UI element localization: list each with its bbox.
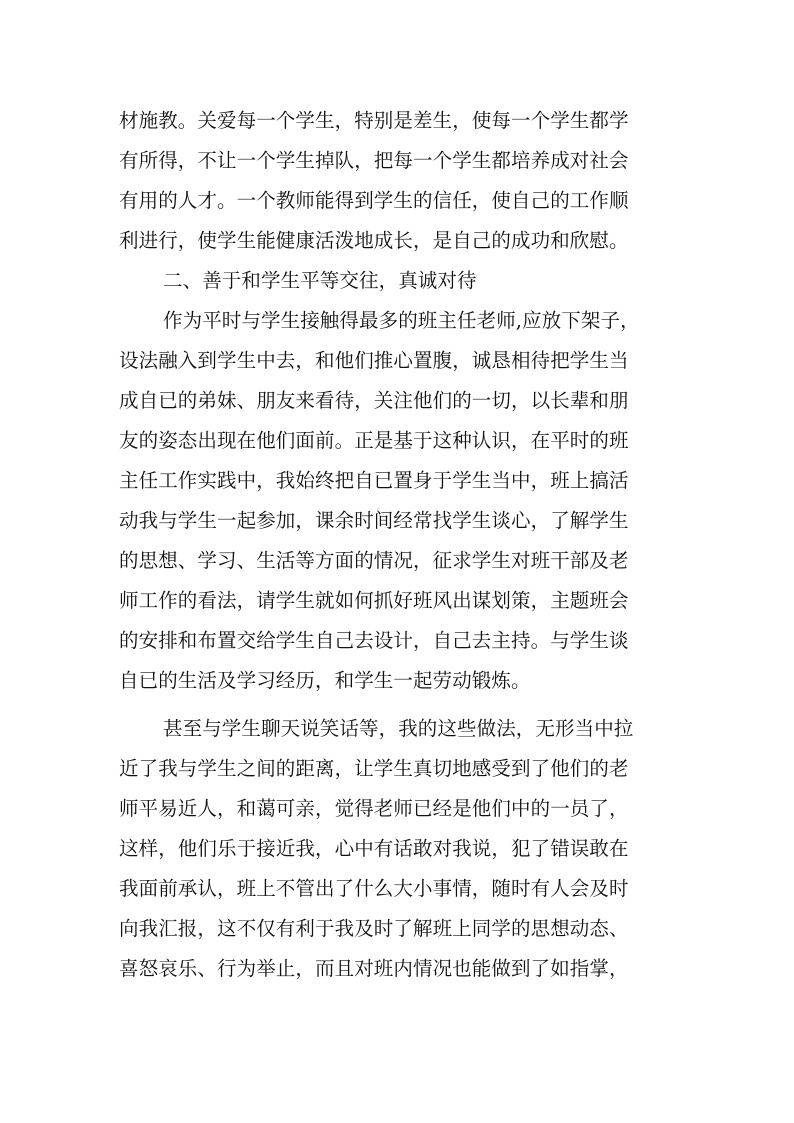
paragraph-3 bbox=[119, 709, 689, 989]
text-line: 作为平时与学生接触得最多的班主任老师,应放下架子， bbox=[163, 309, 640, 332]
paragraph-2 bbox=[119, 301, 689, 701]
text-line: 甚至与学生聊天说笑话等，我的这些做法，无形当中拉 bbox=[163, 717, 634, 740]
text-line: 友的姿态出现在他们面前。正是基于这种认识，在平时的班 bbox=[119, 429, 629, 452]
text-line: 动我与学生一起参加，课余时间经常找学生谈心，了解学生 bbox=[119, 509, 629, 532]
text-line: 有用的人才。一个教师能得到学生的信任，使自己的工作顺 bbox=[119, 189, 629, 212]
paragraph-1 bbox=[119, 101, 689, 261]
text-line: 这样，他们乐于接近我，心中有话敢对我说，犯了错误敢在 bbox=[119, 837, 629, 860]
text-line: 近了我与学生之间的距离，让学生真切地感受到了他们的老 bbox=[119, 757, 629, 780]
text-line: 有所得，不让一个学生掉队，把每一个学生都培养成对社会 bbox=[119, 149, 629, 172]
text-line: 主任工作实践中，我始终把自已置身于学生当中，班上搞活 bbox=[119, 469, 629, 492]
text-line: 成自已的弟妹、朋友来看待，关注他们的一切，以长辈和朋 bbox=[119, 389, 629, 412]
text-line: 材施教。关爱每一个学生，特别是差生，使每一个学生都学 bbox=[119, 109, 629, 132]
text-line: 利进行，使学生能健康活泼地成长，是自己的成功和欣慰。 bbox=[119, 229, 629, 252]
text-line: 喜怒哀乐、行为举止，而且对班内情况也能做到了如指掌， bbox=[119, 957, 629, 980]
section-heading bbox=[119, 261, 689, 301]
text-line: 自已的生活及学习经历，和学生一起劳动锻炼。 bbox=[119, 669, 531, 692]
text-line: 的思想、学习、生活等方面的情况，征求学生对班干部及老 bbox=[119, 549, 629, 572]
text-line: 师工作的看法，请学生就如何抓好班风出谋划策，主题班会 bbox=[119, 589, 629, 612]
text-line: 向我汇报，这不仅有利于我及时了解班上同学的思想动态、 bbox=[119, 917, 629, 940]
text-line: 师平易近人，和蔼可亲，觉得老师已经是他们中的一员了， bbox=[119, 797, 629, 820]
text-line: 我面前承认，班上不管出了什么大小事情，随时有人会及时 bbox=[119, 877, 629, 900]
document-body bbox=[119, 101, 689, 989]
heading-line: 二、善于和学生平等交往，真诚对待 bbox=[163, 269, 477, 292]
text-line: 设法融入到学生中去，和他们推心置腹，诚恳相待把学生当 bbox=[119, 349, 629, 372]
text-line: 的安排和布置交给学生自己去设计，自己去主持。与学生谈 bbox=[119, 629, 629, 652]
